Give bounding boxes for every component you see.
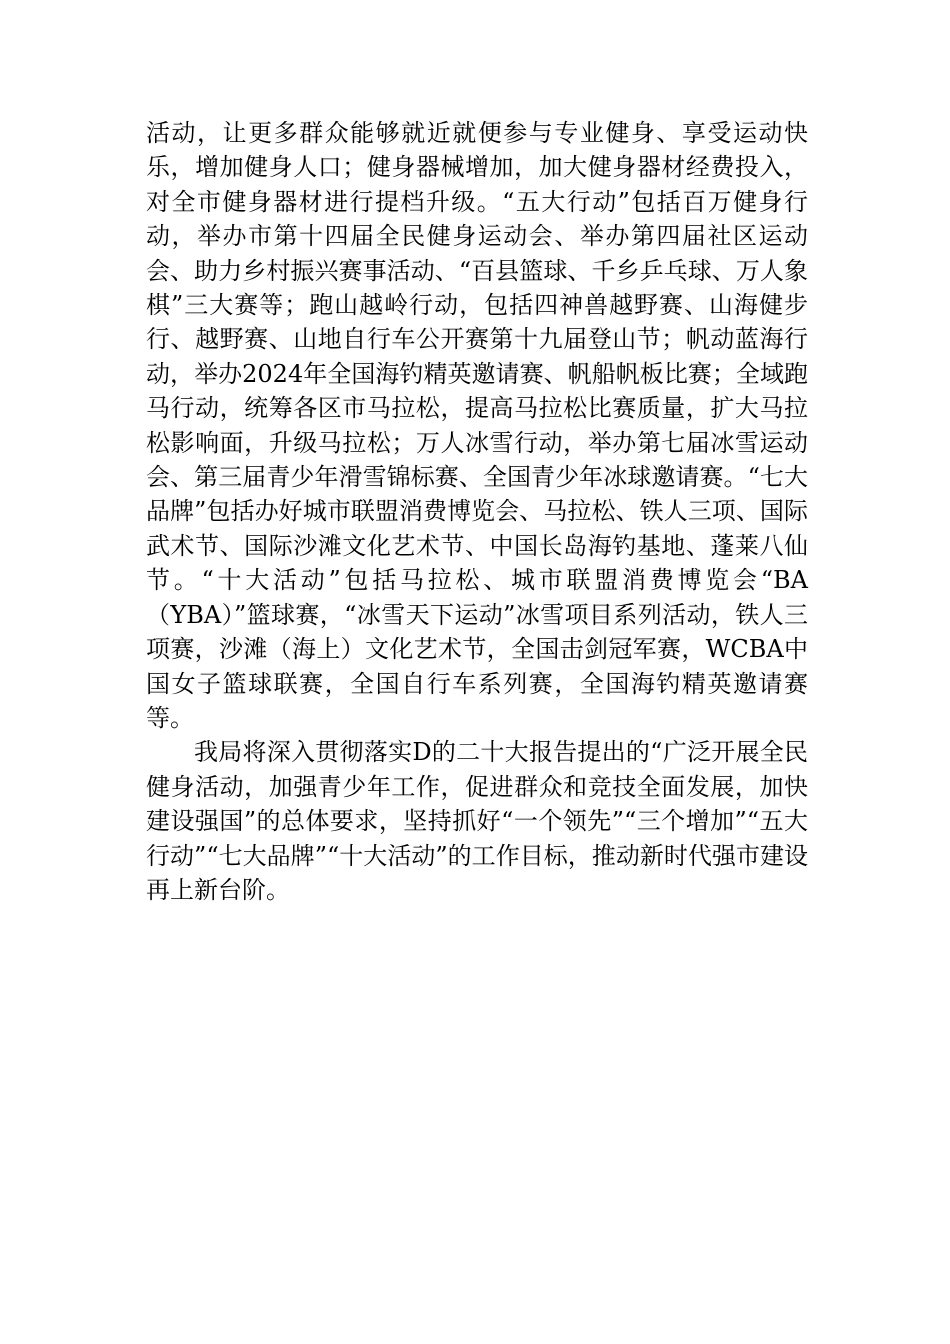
paragraph-events-overview: 活动，让更多群众能够就近就便参与专业健身、享受运动快乐，增加健身人口；健身器械增加，加大健身器材经费投入，对全市健身器材进行提档升级。“五大行动”包括百万健身行动，举办市第十四届全民健身运动会、举办第四届社区运动会、助力乡村振兴赛事活动、“百县篮球、千乡乒乓球、万人象棋”三大赛等；跑山越岭行动，包括四神兽越野赛、山海健步行、越野赛、山地自行车公开赛第十九届登山节；帆动蓝海行动，举办2024年全国海钓精英邀请赛、帆船帆板比赛；全域跑马行动，统筹各区市马拉松，提高马拉松比赛质量，扩大马拉松影响面，升级马拉松；万人冰雪行动，举办第七届冰雪运动会、第三届青少年滑雪锦标赛、全国青少年冰球邀请赛。“七大品牌”包括办好城市联盟消费博览会、马拉松、铁人三项、国际武术节、国际沙滩文化艺术节、中国长岛海钓基地、蓬莱八仙节。“十大活动”包括马拉松、城市联盟消费博览会“BA（YBA）”篮球赛，“冰雪天下运动”冰雪项目系列活动，铁人三项赛，沙滩（海上）文化艺术节，全国击剑冠军赛，WCBA中国女子篮球联赛，全国自行车系列赛，全国海钓精英邀请赛等。 [146, 119, 808, 732]
paragraph-work-goals: 我局将深入贯彻落实D的二十大报告提出的“广泛开展全民健身活动，加强青少年工作，促进群众和竞技全面发展，加快建设强国”的总体要求，坚持抓好“一个领先”“三个增加”“五大行动”“七大品牌”“十大活动”的工作目标，推动新时代强市建设再上新台阶。 [146, 738, 808, 904]
document-body [146, 116, 808, 907]
